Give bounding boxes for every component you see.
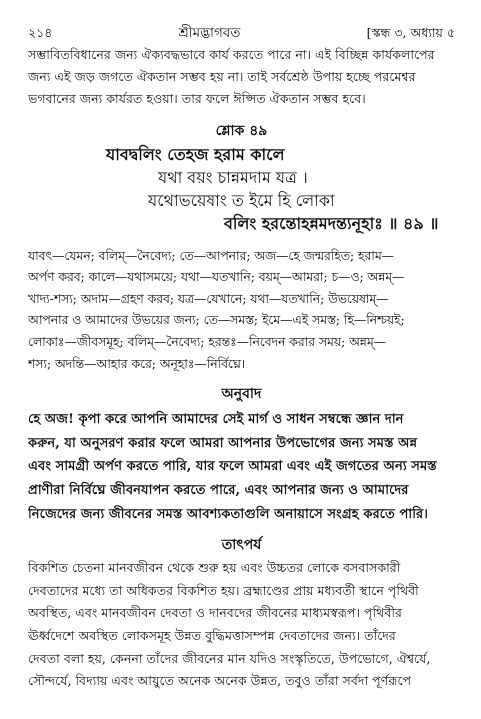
page-number: ২১৪: [28, 25, 53, 40]
purport-line: দেবতা বলা হয়, কেননা তাঁদের জীবনের মান যদিও সংস্কৃতিতে, উপভোগে, ঐশ্বর্যে,: [28, 650, 431, 666]
verse-line: যাবদ্বলিং তেহজ হরাম কালে: [106, 144, 285, 164]
verse-line: বলিং হরন্তোহন্নমদন্ত্যনূহাঃ ॥ ৪৯ ॥: [224, 213, 439, 233]
intro-paragraph: [28, 44, 455, 111]
sanskrit-verse: [28, 143, 455, 235]
word-meanings: [28, 246, 455, 376]
synonym-line: আপনার ও আমাদের উভয়ের জন্য; তে—সমস্ত; ইমে—এই সমস্ত; হি—নিশ্চয়ই;: [28, 313, 405, 328]
purport-paragraph: [28, 557, 455, 693]
purport-line: বিকশিত চেতনা মানবজীবন থেকে শুরু হয় এবং উচ্চতর লোকে বসবাসকারী: [28, 560, 401, 576]
translation-heading: অনুবাদ: [221, 386, 262, 403]
book-title: শ্রীমদ্ভাগবত: [178, 25, 241, 41]
purport-line: অবস্থিত, এবং মানবজীবন দেবতা ও দানবদের জীবনের মাধ্যমস্বরূপ। পৃথিবীর: [28, 605, 402, 621]
translation-paragraph: [28, 408, 455, 526]
purport-line: ঊর্ধ্বদেশে অবস্থিত লোকসমূহ উন্নত বুদ্ধিমত্তাসম্পন্ন দেবতাদের জন্য। তাঁদের: [28, 627, 396, 643]
text-line: জন্য এই জড় জগতে ঐকতান সম্ভব হয় না। তাই সর্বশ্রেষ্ঠ উপায় হচ্ছে পরমেশ্বর: [28, 69, 416, 85]
translation-line: প্রাণীরা নির্বিঘ্নে জীবনযাপন করতে পারে, এবং আপনার জন্য ও আমাদের: [28, 482, 409, 498]
text-line: ভগবানের জন্য কার্যরত হওয়া। তার ফলে ঈপ্সিত ঐকতান সম্ভব হবে।: [28, 91, 366, 107]
page-header: [28, 22, 455, 44]
synonym-line: যাবৎ—যেমন; বলিম্—নৈবেদ্য; তে—আপনার; অজ—হে জন্মরহিত; হরাম—: [28, 248, 394, 263]
purport-line: দেবতাদের মধ্যে তা অধিকতর বিকশিত হয়। ব্রহ্মাণ্ডের প্রায় মধ্যবর্তী স্থানে পৃথিবী: [28, 582, 419, 598]
translation-line: নিজেদের জন্য জীবনের সমস্ত আবশ্যকতাগুলি অনায়াসে সংগ্রহ করতে পারি।: [28, 506, 428, 522]
synonym-line: শস্য; অদন্তি—আহার করে; অনূহাঃ—নির্বিঘ্নে।: [28, 356, 246, 371]
verse-line: যথা বয়ং চান্নমদাম যত্র ।: [158, 167, 308, 187]
synonym-line: খাদ্য-শস্য; অদাম—গ্রহণ করব; যত্র—যেখানে; যথা—যতখানি; উভয়েষাম্—: [28, 291, 389, 306]
synonym-line: অর্পণ করব; কালে—যথাসময়ে; যথা—যতখানি; বয়ম্—আমরা; চ—ও; অন্নম্—: [28, 270, 405, 285]
verse-heading: শ্লোক ৪৯: [215, 122, 268, 139]
verse-line: যথোভয়েষাং ত ইমে হি লোকা: [148, 190, 335, 210]
purport-line: সৌন্দর্যে, বিদ্যায় এবং আয়ুতে অনেক অনেক উন্নত, তবুও তাঁরা সর্বদা পূর্ণরূপে: [28, 673, 412, 689]
translation-line: হে অজ! কৃপা করে আপনি আমাদের সেই মার্গ ও সাধন সম্বন্ধে জ্ঞান দান: [28, 412, 404, 428]
synonym-line: লোকাঃ—জীবসমূহ; বলিম্—নৈবেদ্য; হরন্তঃ—নিবেদন করার সময়; অন্নম্—: [28, 334, 386, 349]
purport-heading: তাৎপর্য: [221, 537, 262, 554]
translation-line: করুন, যা অনুসরণ করার ফলে আমরা আপনার উপভোগের জন্য সমস্ত অন্ন: [28, 435, 418, 451]
chapter-reference: [স্কন্ধ ৩, অধ্যায় ৫: [366, 25, 455, 40]
translation-line: এবং সামগ্রী অর্পণ করতে পারি, যার ফলে আমরা এবং এই জগতের অন্য সমস্ত: [28, 459, 437, 475]
text-line: সম্ভাবিতবিধানের জন্য ঐক্যবদ্ধভাবে কার্য করতে পারে না। এই বিচ্ছিন্ন কার্যকলাপের: [28, 47, 435, 62]
